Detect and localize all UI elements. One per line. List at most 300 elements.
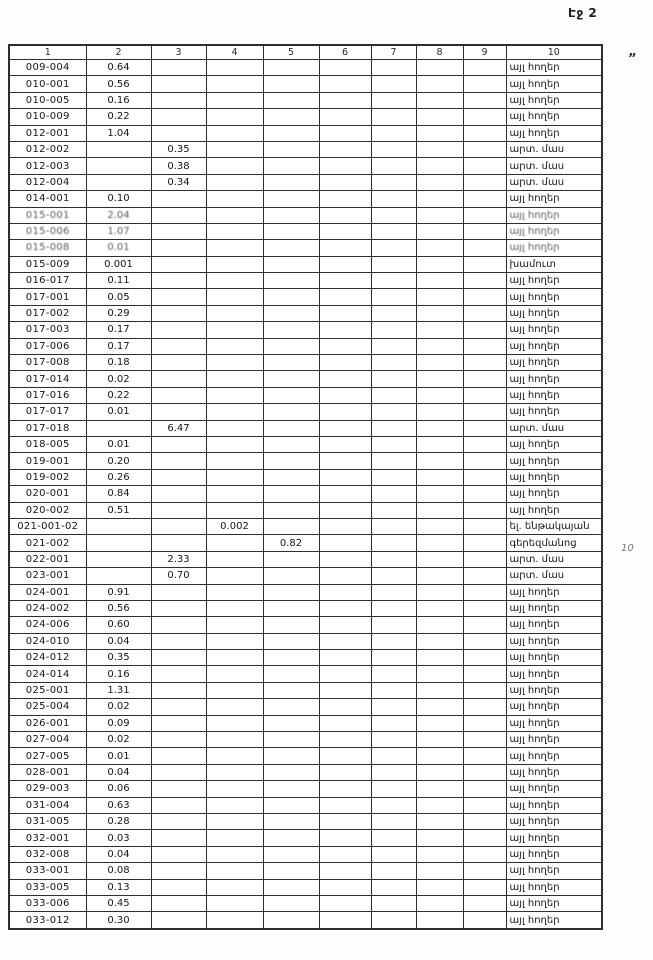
cell-land-use: այլ հողեր xyxy=(506,797,602,813)
cell-area-value xyxy=(371,256,416,272)
cell-area-value: 0.91 xyxy=(86,584,151,600)
table-header-cell: 3 xyxy=(151,45,206,60)
cell-area-value xyxy=(206,666,263,682)
cell-area-value xyxy=(319,305,371,321)
cell-land-use: արտ. մաս xyxy=(506,551,602,567)
table-row xyxy=(9,141,602,157)
cell-area-value xyxy=(371,92,416,108)
cell-area-value: 0.11 xyxy=(86,273,151,289)
cell-parcel-code: 009-004 xyxy=(9,60,86,76)
cell-land-use: այլ հողեր xyxy=(506,666,602,682)
cell-area-value xyxy=(206,289,263,305)
cell-area-value xyxy=(416,912,463,929)
cell-area-value xyxy=(151,830,206,846)
table-row xyxy=(9,289,602,305)
cell-area-value xyxy=(463,600,506,616)
cell-area-value xyxy=(151,289,206,305)
cell-area-value xyxy=(463,338,506,354)
cell-area-value xyxy=(206,748,263,764)
cell-area-value xyxy=(416,371,463,387)
cell-land-use: այլ հողեր xyxy=(506,764,602,780)
cell-area-value xyxy=(206,223,263,239)
cell-area-value xyxy=(416,699,463,715)
cell-area-value xyxy=(151,682,206,698)
table-row xyxy=(9,535,602,551)
cell-parcel-code: 024-001 xyxy=(9,584,86,600)
cell-area-value xyxy=(463,666,506,682)
cell-land-use: այլ հողեր xyxy=(506,486,602,502)
cell-parcel-code: 018-005 xyxy=(9,436,86,452)
cell-area-value xyxy=(371,469,416,485)
cell-land-use: խամուտ xyxy=(506,256,602,272)
cell-land-use: այլ հողեր xyxy=(506,92,602,108)
cell-area-value xyxy=(151,76,206,92)
cell-area-value xyxy=(263,60,319,76)
cell-area-value xyxy=(371,830,416,846)
cell-parcel-code: 016-017 xyxy=(9,273,86,289)
cell-area-value xyxy=(319,568,371,584)
cell-area-value: 0.04 xyxy=(86,846,151,862)
cell-area-value xyxy=(206,650,263,666)
cell-area-value xyxy=(206,846,263,862)
cell-area-value xyxy=(319,436,371,452)
cell-area-value xyxy=(263,502,319,518)
cell-area-value xyxy=(416,846,463,862)
cell-area-value: 0.63 xyxy=(86,797,151,813)
cell-area-value xyxy=(86,535,151,551)
cell-land-use: այլ հողեր xyxy=(506,289,602,305)
cell-area-value xyxy=(319,338,371,354)
cell-area-value xyxy=(206,191,263,207)
cell-area-value: 0.02 xyxy=(86,732,151,748)
cell-area-value xyxy=(151,453,206,469)
cell-land-use: այլ հողեր xyxy=(506,355,602,371)
cell-land-use: այլ հողեր xyxy=(506,322,602,338)
cell-area-value xyxy=(371,715,416,731)
cell-area-value: 0.16 xyxy=(86,92,151,108)
table-row xyxy=(9,863,602,879)
cell-area-value xyxy=(151,781,206,797)
cell-area-value xyxy=(371,289,416,305)
cell-area-value xyxy=(319,518,371,534)
cell-area-value xyxy=(371,912,416,929)
cell-area-value xyxy=(263,305,319,321)
cell-land-use: այլ հողեր xyxy=(506,191,602,207)
cell-area-value xyxy=(371,436,416,452)
cell-area-value xyxy=(319,650,371,666)
cell-area-value xyxy=(463,764,506,780)
cell-parcel-code: 026-001 xyxy=(9,715,86,731)
cell-area-value xyxy=(263,518,319,534)
cell-parcel-code: 021-002 xyxy=(9,535,86,551)
cell-area-value xyxy=(151,273,206,289)
cell-area-value xyxy=(263,699,319,715)
cell-area-value xyxy=(206,781,263,797)
cell-area-value xyxy=(416,650,463,666)
cell-area-value xyxy=(416,453,463,469)
table-row xyxy=(9,109,602,125)
cell-area-value xyxy=(371,748,416,764)
cell-area-value xyxy=(463,404,506,420)
cell-area-value xyxy=(416,125,463,141)
cell-area-value: 0.45 xyxy=(86,895,151,911)
cell-area-value: 0.84 xyxy=(86,486,151,502)
cell-land-use: այլ հողեր xyxy=(506,109,602,125)
cell-area-value xyxy=(463,912,506,929)
cell-area-value xyxy=(319,322,371,338)
cell-area-value xyxy=(416,797,463,813)
cell-area-value xyxy=(206,76,263,92)
table-row xyxy=(9,764,602,780)
cell-area-value xyxy=(263,338,319,354)
cell-area-value xyxy=(263,191,319,207)
cell-area-value xyxy=(263,650,319,666)
cell-area-value xyxy=(416,600,463,616)
cell-area-value xyxy=(319,486,371,502)
cell-area-value xyxy=(86,174,151,190)
cell-area-value xyxy=(371,863,416,879)
cell-area-value: 1.31 xyxy=(86,682,151,698)
cell-area-value: 0.01 xyxy=(86,436,151,452)
table-row xyxy=(9,191,602,207)
cell-area-value xyxy=(416,158,463,174)
cell-area-value: 0.001 xyxy=(86,256,151,272)
cell-area-value: 0.05 xyxy=(86,289,151,305)
cell-land-use: այլ հողեր xyxy=(506,732,602,748)
cell-area-value xyxy=(463,518,506,534)
cell-parcel-code: 017-014 xyxy=(9,371,86,387)
cell-area-value xyxy=(319,223,371,239)
cell-area-value xyxy=(206,715,263,731)
cell-area-value xyxy=(151,207,206,223)
cell-parcel-code: 028-001 xyxy=(9,764,86,780)
cell-area-value xyxy=(151,535,206,551)
table-row xyxy=(9,371,602,387)
cell-parcel-code: 015-009 xyxy=(9,256,86,272)
cell-area-value xyxy=(206,158,263,174)
cell-area-value xyxy=(416,617,463,633)
cell-area-value xyxy=(371,109,416,125)
cell-area-value xyxy=(319,813,371,829)
cell-area-value xyxy=(263,141,319,157)
cell-area-value: 0.10 xyxy=(86,191,151,207)
cell-area-value xyxy=(371,584,416,600)
cell-area-value xyxy=(151,666,206,682)
cell-area-value xyxy=(263,797,319,813)
cell-area-value xyxy=(319,715,371,731)
cell-land-use: այլ հողեր xyxy=(506,223,602,239)
cell-area-value xyxy=(319,371,371,387)
cell-area-value xyxy=(263,486,319,502)
cell-area-value xyxy=(463,469,506,485)
cell-area-value xyxy=(151,699,206,715)
cell-area-value xyxy=(206,732,263,748)
cell-parcel-code: 031-004 xyxy=(9,797,86,813)
table-row xyxy=(9,240,602,256)
cell-area-value xyxy=(319,764,371,780)
cell-area-value xyxy=(263,174,319,190)
cell-area-value xyxy=(151,92,206,108)
cell-land-use: այլ հողեր xyxy=(506,387,602,403)
cell-parcel-code: 027-005 xyxy=(9,748,86,764)
land-parcel-table xyxy=(8,44,603,930)
cell-area-value: 0.22 xyxy=(86,109,151,125)
cell-parcel-code: 010-001 xyxy=(9,76,86,92)
cell-area-value xyxy=(371,404,416,420)
cell-area-value xyxy=(206,699,263,715)
cell-area-value: 0.17 xyxy=(86,322,151,338)
cell-area-value xyxy=(463,371,506,387)
cell-area-value xyxy=(206,863,263,879)
cell-area-value xyxy=(206,387,263,403)
cell-area-value xyxy=(151,617,206,633)
cell-area-value: 0.35 xyxy=(151,141,206,157)
cell-area-value xyxy=(416,732,463,748)
cell-area-value: 0.16 xyxy=(86,666,151,682)
cell-area-value: 0.17 xyxy=(86,338,151,354)
cell-area-value xyxy=(416,486,463,502)
table-row xyxy=(9,355,602,371)
cell-area-value xyxy=(206,486,263,502)
cell-area-value xyxy=(463,322,506,338)
cell-area-value xyxy=(416,715,463,731)
cell-area-value xyxy=(319,797,371,813)
cell-parcel-code: 017-006 xyxy=(9,338,86,354)
cell-area-value xyxy=(319,404,371,420)
cell-parcel-code: 017-016 xyxy=(9,387,86,403)
cell-area-value xyxy=(416,92,463,108)
cell-area-value xyxy=(319,158,371,174)
table-row xyxy=(9,912,602,929)
cell-area-value xyxy=(371,371,416,387)
cell-parcel-code: 024-010 xyxy=(9,633,86,649)
table-header xyxy=(9,45,602,60)
cell-area-value xyxy=(371,125,416,141)
table-row xyxy=(9,273,602,289)
cell-area-value xyxy=(416,666,463,682)
cell-area-value: 0.60 xyxy=(86,617,151,633)
cell-area-value xyxy=(319,633,371,649)
cell-area-value: 6.47 xyxy=(151,420,206,436)
cell-parcel-code: 033-001 xyxy=(9,863,86,879)
cell-area-value xyxy=(319,109,371,125)
cell-area-value xyxy=(319,600,371,616)
cell-area-value xyxy=(416,256,463,272)
cell-parcel-code: 017-003 xyxy=(9,322,86,338)
cell-parcel-code: 021-001-02 xyxy=(9,518,86,534)
cell-area-value xyxy=(206,404,263,420)
cell-parcel-code: 010-005 xyxy=(9,92,86,108)
cell-area-value xyxy=(371,174,416,190)
cell-parcel-code: 015-001 xyxy=(9,207,86,223)
cell-area-value xyxy=(371,764,416,780)
cell-area-value xyxy=(416,191,463,207)
cell-area-value xyxy=(263,322,319,338)
cell-area-value xyxy=(319,191,371,207)
table-row xyxy=(9,568,602,584)
table-row xyxy=(9,338,602,354)
cell-area-value xyxy=(151,109,206,125)
cell-area-value: 0.20 xyxy=(86,453,151,469)
cell-area-value xyxy=(206,92,263,108)
cell-area-value xyxy=(263,436,319,452)
cell-area-value xyxy=(416,518,463,534)
cell-area-value xyxy=(206,141,263,157)
cell-area-value xyxy=(206,273,263,289)
table-header-cell: 2 xyxy=(86,45,151,60)
cell-area-value: 0.01 xyxy=(86,240,151,256)
cell-land-use: այլ հողեր xyxy=(506,600,602,616)
cell-land-use: այլ հողեր xyxy=(506,436,602,452)
cell-area-value: 0.64 xyxy=(86,60,151,76)
cell-area-value xyxy=(319,830,371,846)
cell-area-value xyxy=(416,748,463,764)
cell-area-value xyxy=(463,158,506,174)
cell-area-value xyxy=(416,322,463,338)
cell-area-value xyxy=(371,666,416,682)
cell-area-value xyxy=(416,502,463,518)
table-row xyxy=(9,830,602,846)
table-row xyxy=(9,813,602,829)
cell-area-value xyxy=(416,895,463,911)
cell-area-value xyxy=(263,781,319,797)
cell-area-value xyxy=(86,158,151,174)
cell-area-value xyxy=(151,355,206,371)
cell-area-value xyxy=(463,863,506,879)
cell-area-value xyxy=(206,797,263,813)
cell-area-value xyxy=(319,584,371,600)
table-body xyxy=(9,60,602,929)
cell-area-value xyxy=(463,289,506,305)
cell-parcel-code: 031-005 xyxy=(9,813,86,829)
table-header-cell: 7 xyxy=(371,45,416,60)
cell-area-value xyxy=(463,76,506,92)
cell-area-value xyxy=(371,699,416,715)
cell-area-value xyxy=(416,223,463,239)
cell-area-value xyxy=(416,633,463,649)
cell-area-value xyxy=(263,240,319,256)
cell-area-value xyxy=(371,732,416,748)
cell-area-value xyxy=(463,355,506,371)
cell-area-value xyxy=(319,781,371,797)
cell-land-use: այլ հողեր xyxy=(506,240,602,256)
cell-area-value: 0.56 xyxy=(86,76,151,92)
cell-area-value xyxy=(206,912,263,929)
cell-area-value: 0.29 xyxy=(86,305,151,321)
cell-area-value xyxy=(463,436,506,452)
cell-area-value xyxy=(371,420,416,436)
cell-parcel-code: 027-004 xyxy=(9,732,86,748)
table-row xyxy=(9,125,602,141)
cell-parcel-code: 019-001 xyxy=(9,453,86,469)
cell-area-value xyxy=(263,568,319,584)
cell-area-value: 2.04 xyxy=(86,207,151,223)
cell-area-value xyxy=(206,551,263,567)
table-row xyxy=(9,469,602,485)
cell-parcel-code: 022-001 xyxy=(9,551,86,567)
cell-area-value xyxy=(416,141,463,157)
table-row xyxy=(9,92,602,108)
cell-area-value xyxy=(371,387,416,403)
margin-mark-top: ” xyxy=(628,52,637,67)
cell-area-value xyxy=(151,436,206,452)
cell-area-value xyxy=(416,584,463,600)
cell-land-use: այլ հողեր xyxy=(506,699,602,715)
cell-area-value xyxy=(319,682,371,698)
cell-area-value xyxy=(371,158,416,174)
cell-land-use: այլ հողեր xyxy=(506,469,602,485)
cell-area-value xyxy=(151,846,206,862)
cell-parcel-code: 029-003 xyxy=(9,781,86,797)
cell-area-value xyxy=(463,879,506,895)
cell-area-value xyxy=(206,469,263,485)
cell-land-use: գերեզմանոց xyxy=(506,535,602,551)
cell-land-use: այլ հողեր xyxy=(506,207,602,223)
cell-area-value xyxy=(463,453,506,469)
cell-area-value xyxy=(206,879,263,895)
cell-area-value xyxy=(371,781,416,797)
cell-land-use: արտ. մաս xyxy=(506,141,602,157)
table-row xyxy=(9,60,602,76)
cell-parcel-code: 017-001 xyxy=(9,289,86,305)
cell-area-value xyxy=(151,305,206,321)
cell-area-value: 0.03 xyxy=(86,830,151,846)
cell-area-value xyxy=(86,141,151,157)
cell-area-value xyxy=(151,322,206,338)
table-row xyxy=(9,666,602,682)
cell-parcel-code: 015-008 xyxy=(9,240,86,256)
cell-area-value xyxy=(371,617,416,633)
cell-area-value xyxy=(263,912,319,929)
cell-area-value xyxy=(319,879,371,895)
cell-area-value xyxy=(206,584,263,600)
cell-area-value xyxy=(263,682,319,698)
cell-area-value xyxy=(263,846,319,862)
table-row xyxy=(9,732,602,748)
cell-area-value xyxy=(463,584,506,600)
cell-area-value xyxy=(463,420,506,436)
cell-land-use: այլ հողեր xyxy=(506,846,602,862)
table-row xyxy=(9,715,602,731)
cell-area-value xyxy=(416,305,463,321)
cell-area-value xyxy=(319,355,371,371)
cell-area-value xyxy=(371,797,416,813)
cell-land-use: արտ. մաս xyxy=(506,174,602,190)
cell-area-value xyxy=(151,191,206,207)
cell-parcel-code: 024-012 xyxy=(9,650,86,666)
cell-parcel-code: 012-003 xyxy=(9,158,86,174)
cell-area-value xyxy=(416,387,463,403)
cell-area-value xyxy=(371,76,416,92)
cell-parcel-code: 012-002 xyxy=(9,141,86,157)
cell-area-value xyxy=(463,846,506,862)
cell-area-value xyxy=(206,355,263,371)
cell-parcel-code: 033-005 xyxy=(9,879,86,895)
table-header-cell: 1 xyxy=(9,45,86,60)
cell-area-value xyxy=(463,781,506,797)
cell-land-use: այլ հողեր xyxy=(506,895,602,911)
table-row xyxy=(9,846,602,862)
cell-area-value: 0.70 xyxy=(151,568,206,584)
cell-area-value xyxy=(263,551,319,567)
cell-area-value xyxy=(206,830,263,846)
cell-area-value: 0.06 xyxy=(86,781,151,797)
cell-area-value xyxy=(371,273,416,289)
cell-land-use: արտ. մաս xyxy=(506,420,602,436)
page-label: Էջ 2 xyxy=(568,6,598,20)
cell-area-value xyxy=(151,863,206,879)
cell-area-value xyxy=(206,125,263,141)
